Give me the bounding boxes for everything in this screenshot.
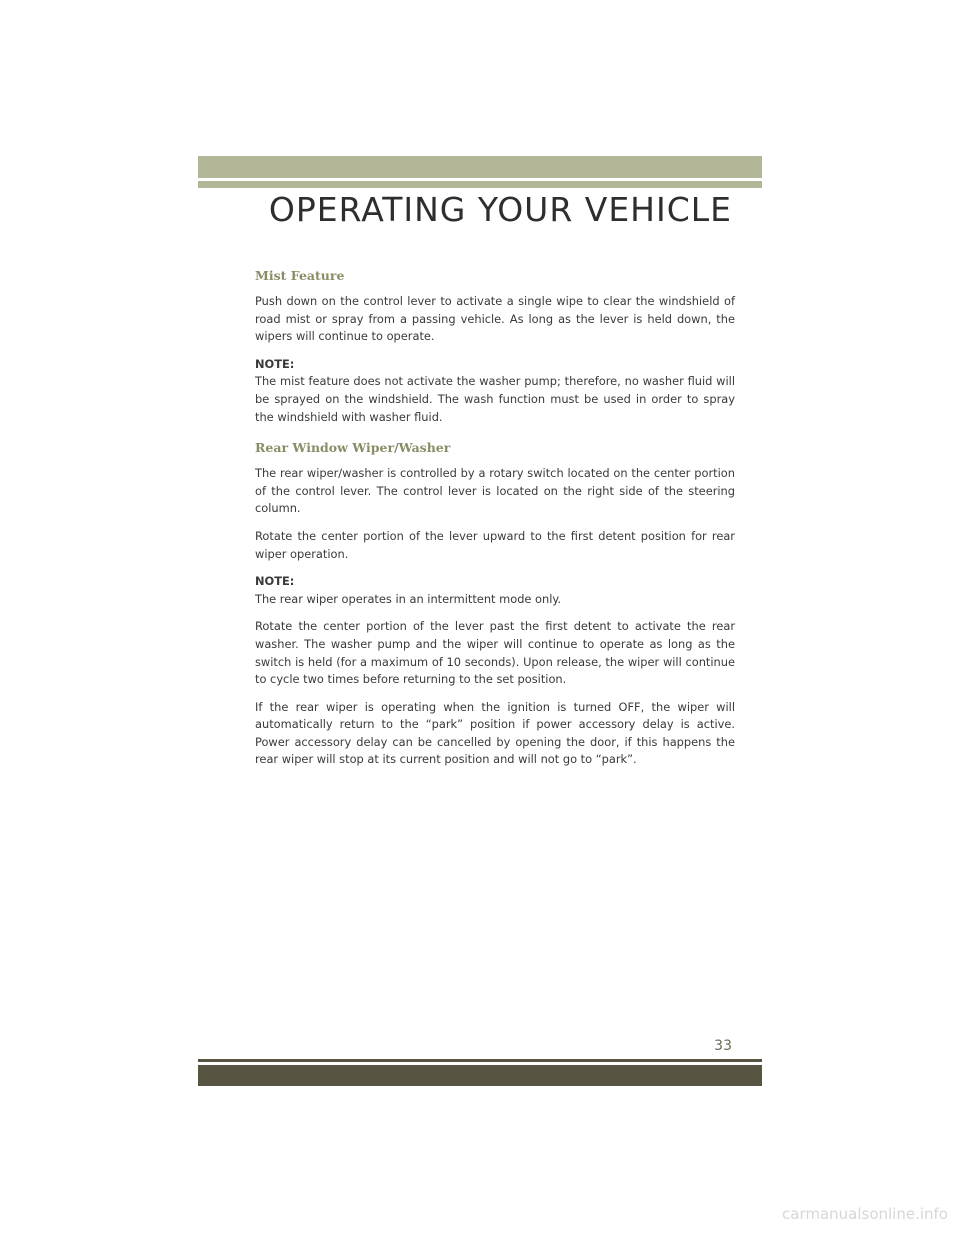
header-band [198, 156, 762, 178]
note-text: The rear wiper operates in an intermittent mode only. [255, 591, 562, 606]
paragraph-rear-4: If the rear wiper is operating when the ignition is turned OFF, the wiper will automatically return to the “park” position if power accessory delay is active. Power accessory delay can be cancelled by opening the door, if this happens the rear wiper will stop at its current position and will not go to “park”. [255, 699, 735, 767]
footer-band-line [198, 1059, 762, 1062]
section-title: OPERATING YOUR VEHICLE [268, 190, 732, 229]
header-band-underline [198, 181, 762, 188]
note-mist [255, 356, 735, 426]
paragraph-rear-3: Rotate the center portion of the lever past the first detent to activate the rear washer. The washer pump and the wiper will continue to operate as long as the switch is held (for a maximum of 10 seconds). Upon release, the wiper will continue to cycle two times before returning to the set position. [255, 619, 735, 687]
watermark: carmanualsonline.info [782, 1205, 948, 1223]
page-content [255, 268, 735, 779]
note-label: NOTE: [255, 574, 295, 589]
note-rear [255, 573, 735, 608]
page-number: 33 [714, 1038, 732, 1054]
heading-mist-feature: Mist Feature [255, 268, 345, 283]
heading-rear-window-wiper: Rear Window Wiper/Washer [255, 440, 451, 456]
paragraph-mist-1: Push down on the control lever to activate a single wipe to clear the windshield of road mist or spray from a passing vehicle. As long as the lever is held down, the wipers will continue to operate. [255, 294, 735, 344]
footer-band [198, 1065, 762, 1086]
paragraph-rear-1: The rear wiper/washer is controlled by a rotary switch located on the center portion of the control lever. The control lever is located on the right side of the steering column. [255, 466, 735, 516]
paragraph-rear-2: Rotate the center portion of the lever upward to the first detent position for rear wiper operation. [255, 528, 735, 561]
note-label: NOTE: [255, 356, 295, 371]
note-text: The mist feature does not activate the washer pump; therefore, no washer fluid will be sprayed on the windshield. The wash function must be used in order to spray the windshield with washer fluid. [255, 374, 735, 424]
